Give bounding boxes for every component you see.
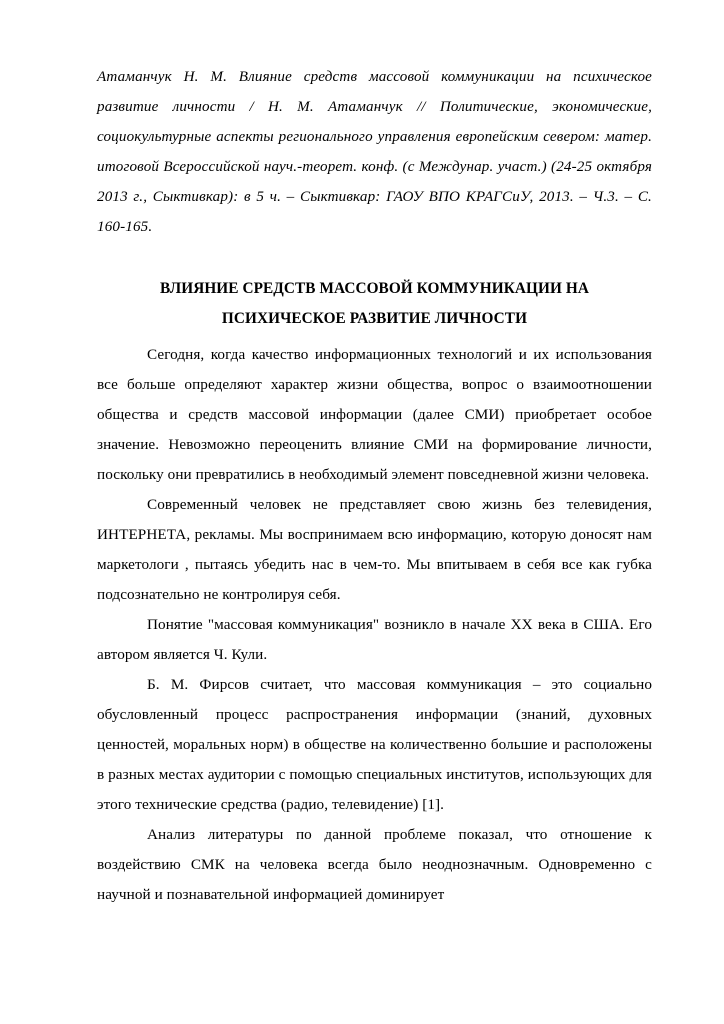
body-paragraph: Анализ литературы по данной проблеме показал, что отношение к воздействию СМК на человека всегда было неоднозначным. Одновременно с научной и познавательной информацией доминирует: [97, 826, 652, 903]
page-content: [97, 62, 652, 910]
page-title: [97, 274, 652, 334]
body-paragraph: Б. М. Фирсов считает, что массовая коммуникация – это социально обусловленный процесс распространения информации (знаний, духовных ценностей, моральных норм) в обществе на количественно большие и расположены в разных местах аудитории с помощью специальных институтов, использующих для этого технические средства (радио, телевидение) [1].: [97, 676, 652, 813]
page-title-line-2: ПСИХИЧЕСКОЕ РАЗВИТИЕ ЛИЧНОСТИ: [221, 310, 528, 327]
body-paragraph: Современный человек не представляет свою жизнь без телевидения, ИНТЕРНЕТА, рекламы. Мы воспринимаем всю информацию, которую доносят нам маркетологи , пытаясь убедить нас в чем-то. Мы впитываем в себя все как губка подсознательно не контролируя себя.: [97, 496, 652, 603]
bibliographic-citation: Атаманчук Н. М. Влияние средств массовой коммуникации на психическое развитие личности / Н. М. Атаманчук // Политические, экономические, социокультурные аспекты регионального управления европейским севером: матер. итоговой Всероссийской науч.-теорет. конф. (с Междунар. участ.) (24-25 октября 2013 г., Сыктивкар): в 5 ч. – Сыктивкар: ГАОУ ВПО КРАГСиУ, 2013. – Ч.3. – С. 160-165.: [97, 69, 652, 235]
body-paragraph: Понятие "массовая коммуникация" возникло в начале XX века в США. Его автором является Ч. Кули.: [97, 616, 652, 663]
body-paragraph: Сегодня, когда качество информационных технологий и их использования все больше определяют характер жизни общества, вопрос о взаимоотношении общества и средств массовой информации (далее СМИ) приобретает особое значение. Невозможно переоценить влияние СМИ на формирование личности, поскольку они превратились в необходимый элемент повседневной жизни человека.: [97, 346, 652, 483]
page-title-line-1: ВЛИЯНИЕ СРЕДСТВ МАССОВОЙ КОММУНИКАЦИИ НА: [160, 280, 589, 297]
